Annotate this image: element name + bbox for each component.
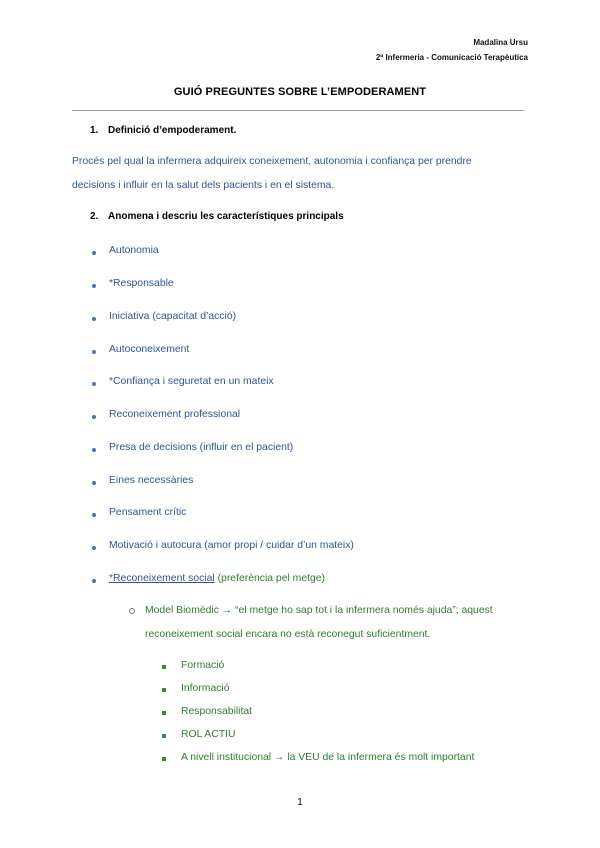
bullet-icon xyxy=(92,481,96,485)
question-1-text: Definició d’empoderament. xyxy=(108,125,237,136)
answer-1-line-1: Procés pel qual la infermera adquireix coneixement, autonomia i confiança per prendre xyxy=(72,156,472,167)
list-item: *Confiança i seguretat en un mateix xyxy=(109,376,274,387)
sub-bullet-icon xyxy=(129,608,135,614)
sub-sub-item: Responsabilitat xyxy=(181,706,253,717)
list-item: *Responsable xyxy=(109,278,174,289)
social-recognition-note: (preferència pel metge) xyxy=(214,573,326,584)
bullet-icon xyxy=(92,284,96,288)
square-bullet-icon xyxy=(162,711,166,715)
question-2-text: Anomena i descriu les característiques principals xyxy=(108,211,344,222)
list-item-social xyxy=(109,573,325,584)
bullet-icon xyxy=(92,317,96,321)
question-2-number: 2. xyxy=(90,211,99,222)
answer-1-line-2: decisions i influir en la salut dels pacients i en el sistema. xyxy=(72,180,335,191)
sub-sub-item: Informació xyxy=(181,683,230,694)
bullet-icon xyxy=(92,415,96,419)
list-item: Presa de decisions (influir en el pacient) xyxy=(109,442,294,453)
social-recognition-label: *Reconeixement social xyxy=(109,573,215,584)
sub-item-line-2: reconeixement social encara no està reconegut suficientment. xyxy=(145,629,431,640)
page-number: 1 xyxy=(297,797,303,808)
sub-sub-item: ROL ACTIU xyxy=(181,729,236,740)
bullet-icon xyxy=(92,546,96,550)
question-1-number: 1. xyxy=(90,125,99,136)
list-item: Pensament crític xyxy=(109,507,187,518)
square-bullet-icon xyxy=(162,757,166,761)
sub-sub-item: Formació xyxy=(181,660,225,671)
list-item: Autoconeixement xyxy=(109,344,190,355)
list-item: Iniciativa (capacitat d’acció) xyxy=(109,311,237,322)
bullet-icon xyxy=(92,251,96,255)
list-item: Reconeixement professional xyxy=(109,409,241,420)
square-bullet-icon xyxy=(162,665,166,669)
document-title: GUIÓ PREGUNTES SOBRE L’EMPODERAMENT xyxy=(173,86,427,98)
header-course: 2º Infermeria - Comunicació Terapèutica xyxy=(375,53,528,62)
square-bullet-icon xyxy=(162,688,166,692)
bullet-icon xyxy=(92,579,96,583)
title-divider xyxy=(72,110,524,111)
list-item: Autonomia xyxy=(109,245,159,256)
list-item: Eines necessàries xyxy=(109,475,194,486)
header-author: Madalina Ursu xyxy=(473,38,528,47)
sub-item-line-1: Model Biomèdic → “el metge ho sap tot i la infermera només ajuda”; aquest xyxy=(145,605,493,616)
bullet-icon xyxy=(92,513,96,517)
sub-sub-item: A nivell institucional → la VEU de la infermera és molt important xyxy=(181,752,475,763)
list-item: Motivació i autocura (amor propi / cuidar d’un mateix) xyxy=(109,540,354,551)
bullet-icon xyxy=(92,350,96,354)
square-bullet-icon xyxy=(162,734,166,738)
bullet-icon xyxy=(92,448,96,452)
bullet-icon xyxy=(92,382,96,386)
